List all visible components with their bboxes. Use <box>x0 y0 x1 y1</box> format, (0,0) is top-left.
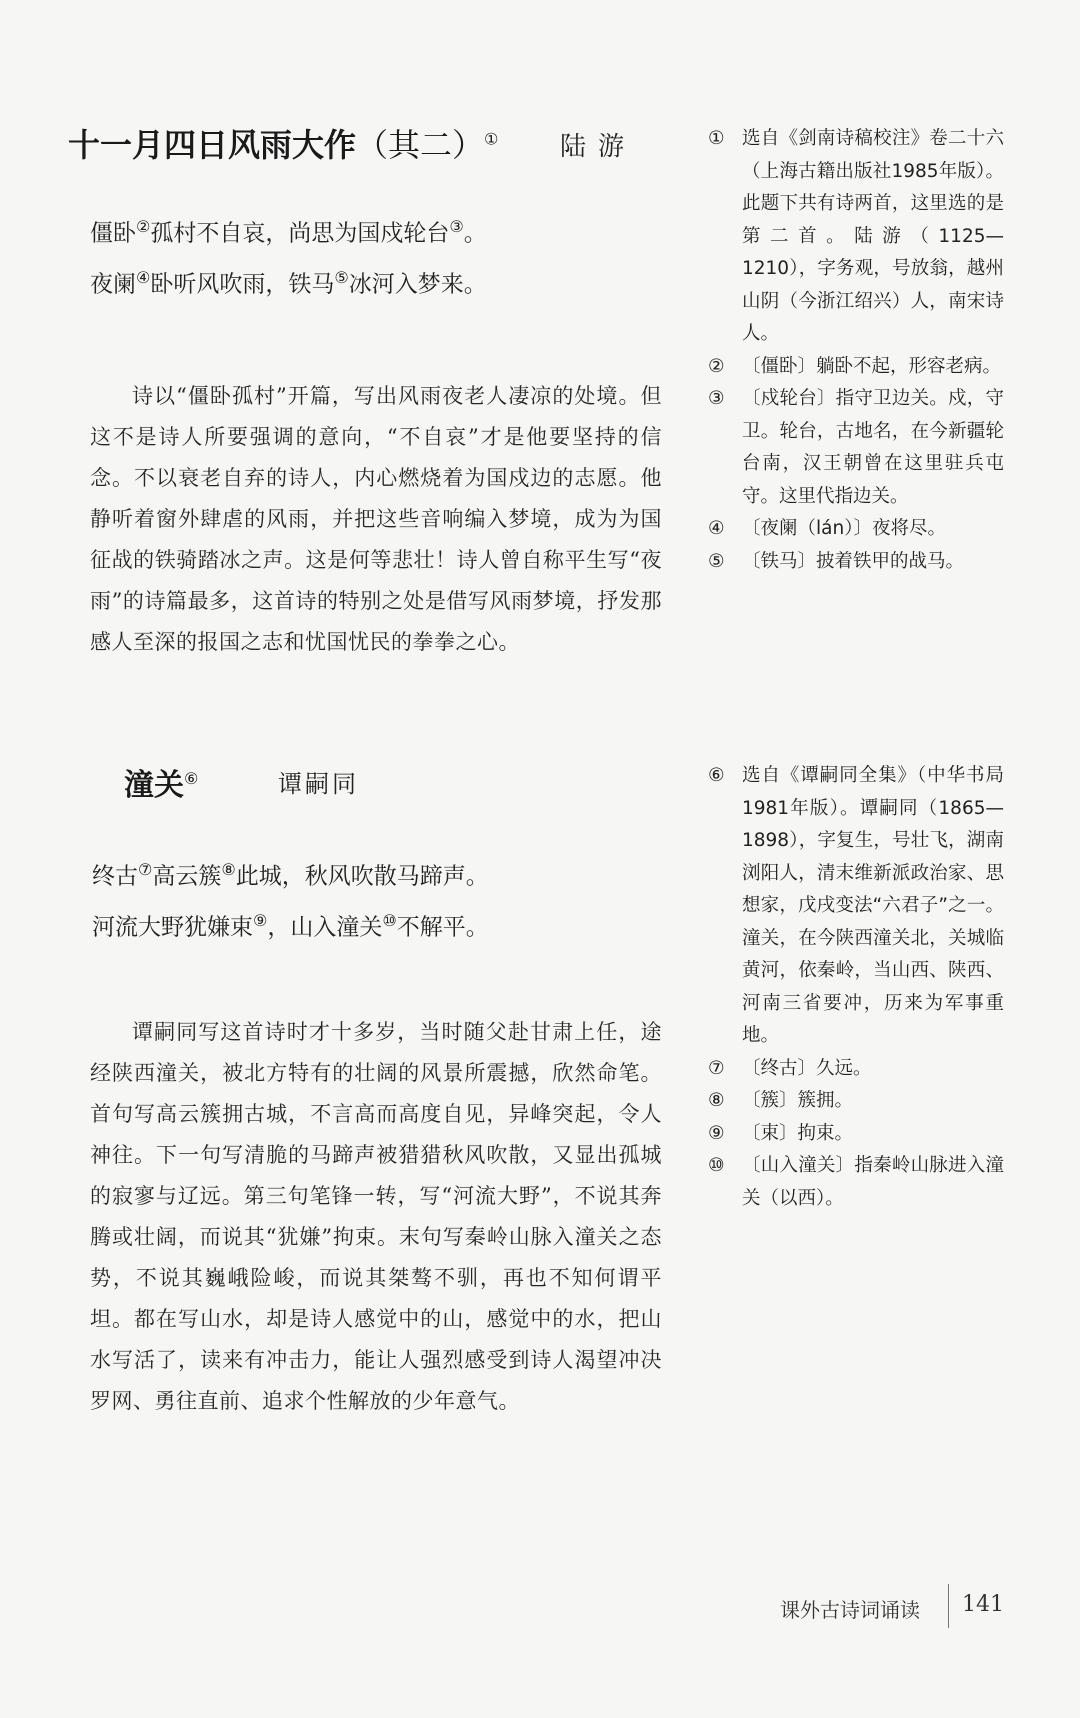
poem-line: 终古⑦高云簇⑧此城，秋风吹散马蹄声。 <box>92 860 489 890</box>
poem1-commentary: 诗以“僵卧孤村”开篇，写出风雨夜老人凄凉的处境。但这不是诗人所要强调的意向，“不自哀”才是他要坚持的信念。不以衰老自弃的诗人，内心燃烧着为国戍边的志愿。他静听着窗外肆虐的风雨，并把这些音响编入梦境，成为为国征战的铁骑踏冰之声。这是何等悲壮！诗人曾自称平生写“夜雨”的诗篇最多，这首诗的特别之处是借写风雨梦境，抒发那感人至深的报国之志和忧国忧民的拳拳之心。 <box>90 384 662 654</box>
footer-divider <box>948 1584 949 1628</box>
poem-line: 河流大野犹嫌束⑨，山入潼关⑩不解平。 <box>92 910 489 941</box>
footnote: ③ 〔戍轮台〕指守卫边关。戍，守卫。轮台，古地名，在今新疆轮台南，汉王朝曾在这里驻兵屯守。这里代指边关。 <box>708 388 1004 507</box>
footnote: ④ 〔夜阑（lán）〕夜将尽。 <box>708 518 946 539</box>
poem1-footnotes <box>708 123 1004 578</box>
footnote: ⑩ 〔山入潼关〕指秦岭山脉进入潼关（以西）。 <box>708 1155 1004 1209</box>
footnote: ① 选自《剑南诗稿校注》卷二十六（上海古籍出版社1985年版）。此题下共有诗两首，这里选的是第二首。陆游（1125—1210），字务观，号放翁，越州山阴（今浙江绍兴）人，南宋诗人。 <box>708 128 1004 344</box>
poem1-subtitle: （其二） <box>356 126 485 164</box>
footnote: ⑤ 〔铁马〕披着铁甲的战马。 <box>708 550 965 572</box>
footnote: ⑦ 〔终古〕久远。 <box>708 1057 872 1079</box>
poem-line: 僵卧②孤村不自哀，尚思为国戍轮台③。 <box>90 217 487 247</box>
footnote: ⑥ 选自《谭嗣同全集》（中华书局1981年版）。谭嗣同（1865—1898），字复生，号壮飞，湖南浏阳人，清末维新派政治家、思想家，戊戌变法“六君子”之一。潼关，在今陕西潼关北，关城临黄河，依秦岭，当山西、陕西、河南三省要冲，历来为军事重地。 <box>708 765 1004 1046</box>
poem2-title-footnote-mark: ⑥ <box>184 769 199 788</box>
page-number: 141 <box>962 1592 1004 1617</box>
running-footer-section: 课外古诗词诵读 <box>780 1598 920 1622</box>
poem1-title: 十一月四日风雨大作（其二）① <box>68 126 499 164</box>
poem2-author: 谭嗣同 <box>278 770 359 798</box>
footnote: ② 〔僵卧〕躺卧不起，形容老病。 <box>708 355 1002 377</box>
poem1-body <box>90 205 487 306</box>
poem2-title: 潼关⑥ <box>124 768 199 803</box>
poem1-title-footnote-mark: ① <box>484 129 499 149</box>
footnote: ⑨ 〔束〕拘束。 <box>708 1122 854 1144</box>
poem-line: 夜阑④卧听风吹雨，铁马⑤冰河入梦来。 <box>90 267 487 298</box>
poem2-footnotes <box>708 760 1004 1215</box>
poem2-body <box>92 848 489 949</box>
footnote: ⑧ 〔簇〕簇拥。 <box>708 1090 854 1111</box>
poem1-author: 陆游 <box>560 132 637 162</box>
poem2-commentary: 谭嗣同写这首诗时才十多岁，当时随父赴甘肃上任，途经陕西潼关，被北方特有的壮阔的风景所震撼，欣然命笔。首句写高云簇拥古城，不言高而高度自见，异峰突起，令人神往。下一句写清脆的马蹄声被猎猎秋风吹散，又显出孤城的寂寥与辽远。第三句笔锋一转，写“河流大野”，不说其奔腾或壮阔，而说其“犹嫌”拘束。末句写秦岭山脉入潼关之态势，不说其巍峨险峻，而说其桀骜不驯，再也不知何谓平坦。都在写山水，却是诗人感觉中的山，感觉中的水，把山水写活了，读来有冲击力，能让人强烈感受到诗人渴望冲决罗网、勇往直前、追求个性解放的少年意气。 <box>90 1020 662 1413</box>
